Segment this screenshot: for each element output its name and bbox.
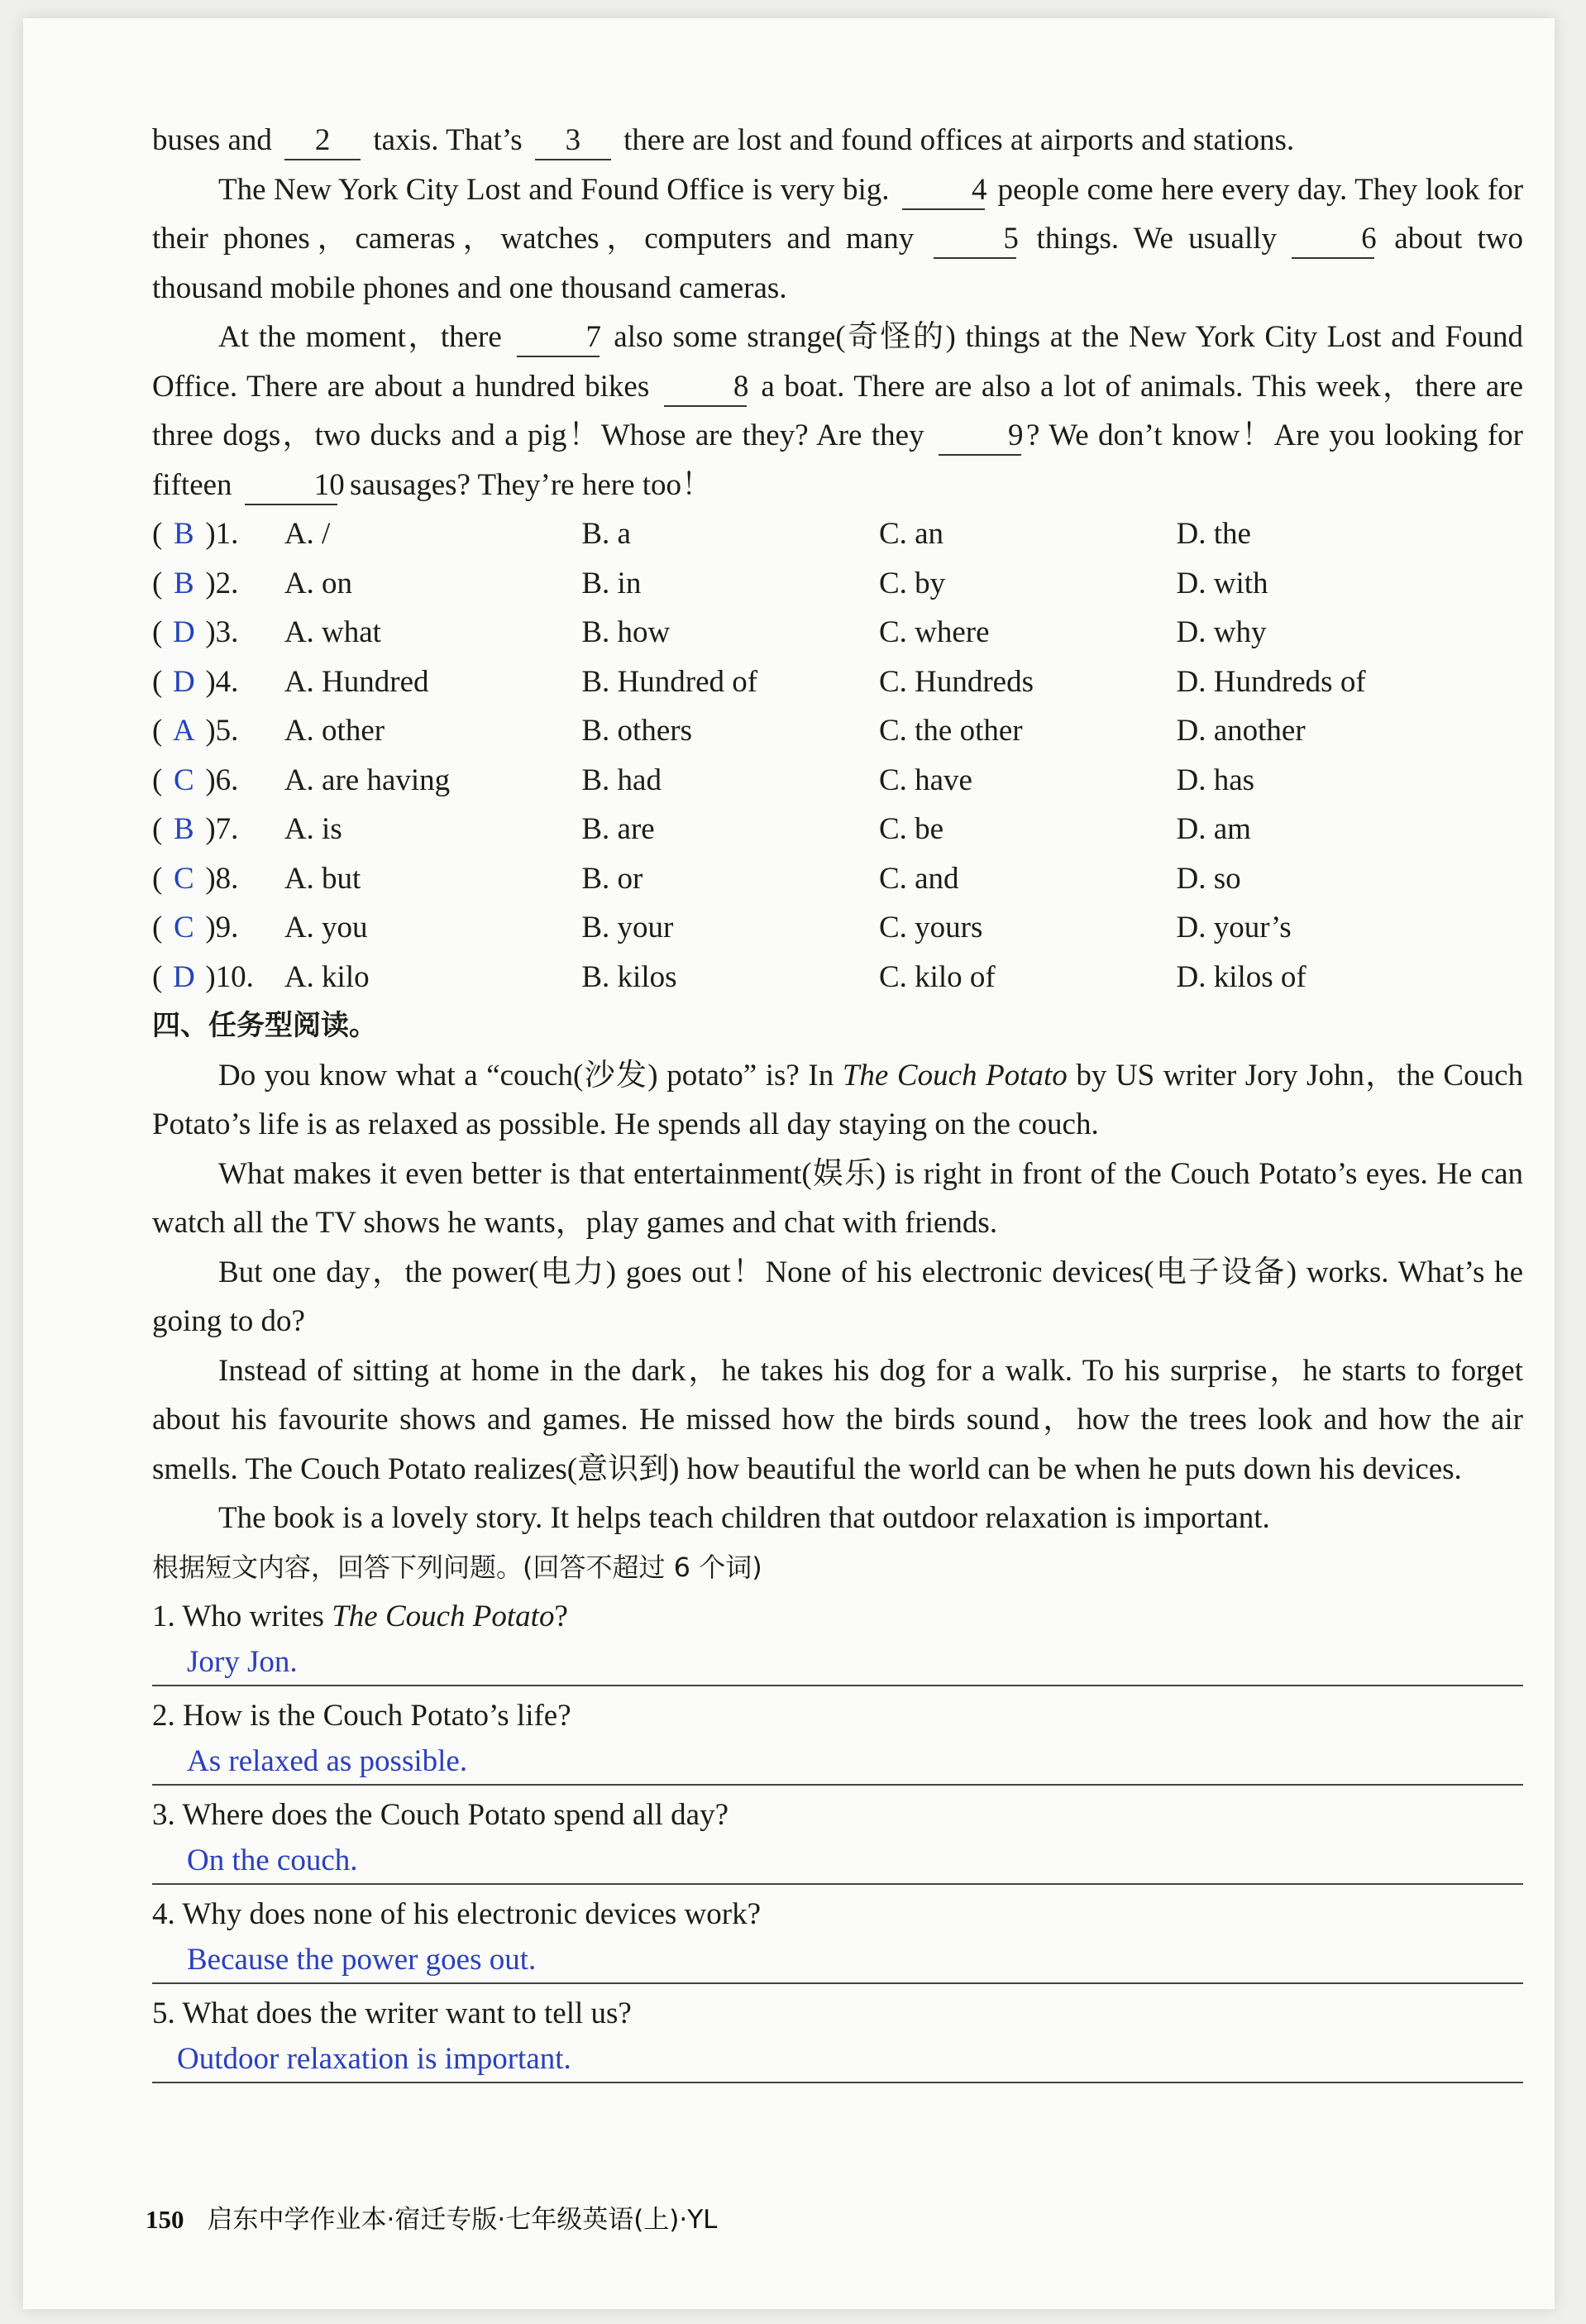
- option-a: A. you: [284, 911, 368, 944]
- option-c: C. by: [878, 566, 946, 600]
- text-run: things. We usually: [1036, 222, 1277, 256]
- reading-paragraph-3: But one day，the power(电力) goes out！None of his electronic devices(电子设备) works. What’s he going to do?: [152, 1255, 1523, 1338]
- choice-question-list: [152, 509, 1523, 1002]
- blank-9: 9: [939, 418, 1021, 456]
- text-run: also some strange(奇怪的) things at the New York City Lost and Found Office. There are about a hundred bikes: [152, 320, 1524, 404]
- text-run: Do you know what a “couch(沙发) potato” is? In: [218, 1058, 834, 1093]
- answer-slot: ( C )9.: [152, 903, 284, 953]
- blank-4: 4: [902, 172, 985, 210]
- reading-paragraph-1: [152, 1051, 1523, 1150]
- short-answer-item: [152, 1594, 1523, 1686]
- text-run: there are lost and found offices at airports and stations.: [623, 123, 1295, 157]
- option-d: D. your’s: [1176, 911, 1292, 944]
- answer-letter: D: [172, 664, 195, 699]
- blank-8: 8: [664, 369, 747, 407]
- choice-question: [152, 509, 1523, 559]
- reading-paragraph-2: What makes it even better is that entertainment(娱乐) is right in front of the Couch Potato’s eyes. He can watch all the TV shows he wants，play games and chat with friends.: [152, 1156, 1523, 1240]
- text-run: a boat. There are also a lot of animals. This week，there are three dogs，two ducks and a pig！Whose are they? Are they: [152, 369, 1524, 452]
- option-d: D. has: [1176, 763, 1255, 797]
- option-d: D. the: [1176, 517, 1251, 551]
- text-run: At the moment，there: [218, 320, 502, 354]
- option-a: A. other: [284, 714, 385, 748]
- option-a: A. /: [284, 517, 331, 551]
- reading-paragraph-5: The book is a lovely story. It helps teach children that outdoor relaxation is important.: [218, 1501, 1270, 1535]
- option-c: C. yours: [878, 911, 983, 944]
- option-b: B. your: [581, 911, 674, 944]
- answer-slot: ( D )3.: [152, 608, 284, 658]
- passage-paragraph-2: [152, 165, 1523, 313]
- option-b: B. Hundred of: [581, 664, 758, 699]
- answer-letter: B: [173, 517, 194, 551]
- answer-slot: ( B )7.: [152, 805, 284, 854]
- question-number: 4.: [215, 664, 239, 699]
- option-d: D. Hundreds of: [1176, 664, 1366, 699]
- blank-5: 5: [934, 221, 1016, 259]
- option-b: B. kilos: [581, 959, 677, 994]
- answer-line: Because the power goes out.: [152, 1938, 1523, 1984]
- choice-question: [152, 805, 1523, 854]
- option-b: B. a: [581, 517, 631, 551]
- short-answer-list: [152, 1594, 1523, 2083]
- answer-line: On the couch.: [152, 1839, 1523, 1885]
- page-footer: [146, 2198, 717, 2236]
- blank-6: 6: [1292, 221, 1374, 259]
- answer-letter: D: [172, 959, 195, 994]
- question-text: 5. What does the writer want to tell us?: [152, 1996, 632, 2030]
- section-heading: 四、任务型阅读。: [152, 1009, 377, 1042]
- question-number: 6.: [215, 763, 239, 797]
- blank-2: 2: [284, 122, 361, 160]
- choice-question: [152, 854, 1523, 904]
- answer-letter: C: [173, 861, 194, 896]
- option-c: C. an: [878, 517, 944, 551]
- answer-letter: A: [172, 714, 195, 748]
- option-d: D. with: [1176, 566, 1268, 600]
- passage-paragraph-3: [152, 313, 1523, 509]
- text-run: taxis. That’s: [373, 123, 523, 157]
- text-run: people come here every day. They look for their phones，cameras，watches，computers and many: [152, 172, 1524, 256]
- question-number: 5.: [215, 714, 239, 748]
- option-c: C. kilo of: [878, 959, 996, 994]
- option-a: A. on: [284, 566, 353, 600]
- choice-question: [152, 608, 1523, 658]
- question-number: 7.: [215, 812, 239, 846]
- answer-letter: B: [173, 566, 194, 600]
- option-b: B. or: [581, 861, 643, 896]
- answer-slot: ( D )10.: [152, 953, 284, 1002]
- text-run: by US writer Jory John，the Couch Potato’s life is as relaxed as possible. He spends all day staying on the couch.: [152, 1058, 1524, 1141]
- short-answer-item: [152, 1991, 1523, 2083]
- answer-slot: ( D )4.: [152, 658, 284, 707]
- short-answer-item: [152, 1792, 1523, 1885]
- option-a: A. kilo: [284, 959, 370, 994]
- option-d: D. another: [1176, 714, 1306, 748]
- question-number: 9.: [215, 911, 239, 944]
- blank-10: 10: [245, 467, 337, 505]
- option-a: A. what: [284, 615, 381, 649]
- answer-slot: ( B )2.: [152, 559, 284, 609]
- answer-letter: C: [173, 911, 194, 944]
- option-d: D. so: [1176, 861, 1241, 896]
- workbook-page: [23, 18, 1555, 2309]
- choice-question: [152, 953, 1523, 1002]
- text-run: about two thousand mobile phones and one thousand cameras.: [152, 222, 1523, 305]
- option-a: A. is: [284, 812, 342, 846]
- text-run: buses and: [152, 123, 272, 157]
- option-a: A. Hundred: [284, 664, 429, 699]
- answer-letter: C: [173, 763, 194, 797]
- passage-line-1: [152, 116, 1523, 165]
- blank-3: 3: [535, 122, 611, 160]
- option-b: B. are: [581, 812, 655, 846]
- short-answer-item: [152, 1891, 1523, 1984]
- answer-slot: ( C )6.: [152, 756, 284, 806]
- book-title: The Couch Potato: [332, 1600, 555, 1633]
- answer-slot: ( B )1.: [152, 509, 284, 559]
- text-run: ?: [554, 1600, 568, 1633]
- choice-question: [152, 658, 1523, 707]
- question-text: 3. Where does the Couch Potato spend all day?: [152, 1798, 729, 1832]
- text-run: 1. Who writes: [152, 1600, 324, 1633]
- book-series-title: 启东中学作业本·宿迁专版·七年级英语(上)·YL: [207, 2205, 718, 2235]
- option-c: C. and: [878, 861, 959, 896]
- question-number: 2.: [215, 566, 239, 600]
- page-number: 150: [146, 2205, 184, 2234]
- choice-question: [152, 706, 1523, 756]
- choice-question: [152, 559, 1523, 609]
- option-b: B. in: [581, 566, 642, 600]
- option-b: B. how: [581, 615, 671, 649]
- option-c: C. have: [878, 763, 972, 797]
- option-c: C. where: [878, 615, 990, 649]
- option-c: C. be: [878, 812, 944, 846]
- option-d: D. am: [1176, 812, 1251, 846]
- question-text: [152, 1594, 1523, 1640]
- text-run: sausages? They’re here too！: [350, 467, 713, 502]
- option-c: C. the other: [878, 714, 1023, 748]
- option-c: C. Hundreds: [878, 664, 1034, 699]
- answer-line: Jory Jon.: [152, 1640, 1523, 1686]
- option-a: A. are having: [284, 763, 451, 797]
- text-run: ? We don’t know！Are you looking for fifteen: [152, 418, 1523, 502]
- question-number: 8.: [215, 861, 239, 896]
- answer-slot: ( C )8.: [152, 854, 284, 904]
- answer-letter: D: [172, 615, 195, 649]
- option-b: B. others: [581, 714, 692, 748]
- option-d: D. why: [1176, 615, 1267, 649]
- option-a: A. but: [284, 861, 361, 896]
- question-number: 10.: [215, 959, 254, 994]
- text-run: The New York City Lost and Found Office is very big.: [218, 172, 890, 207]
- task-instruction: 根据短文内容，回答下列问题。(回答不超过 6 个词): [152, 1551, 762, 1583]
- page-content: [152, 116, 1523, 2090]
- choice-question: [152, 903, 1523, 953]
- short-answer-item: [152, 1693, 1523, 1786]
- question-number: 1.: [215, 517, 239, 551]
- blank-7: 7: [517, 319, 600, 357]
- reading-paragraph-4: Instead of sitting at home in the dark，he takes his dog for a walk. To his surprise，he starts to forget about his favourite shows and games. He missed how the birds sound，how the trees look and how the air smells. The Couch Potato realizes(意识到) how beautiful the world can be when he puts down his devices.: [152, 1353, 1523, 1486]
- answer-line: Outdoor relaxation is important.: [152, 2037, 1523, 2083]
- option-d: D. kilos of: [1176, 959, 1307, 994]
- option-b: B. had: [581, 763, 662, 797]
- question-number: 3.: [215, 615, 239, 649]
- question-text: 2. How is the Couch Potato’s life?: [152, 1699, 571, 1733]
- answer-letter: B: [173, 812, 194, 846]
- choice-question: [152, 756, 1523, 806]
- question-text: 4. Why does none of his electronic devices work?: [152, 1897, 762, 1931]
- answer-slot: ( A )5.: [152, 706, 284, 756]
- book-title: The Couch Potato: [842, 1058, 1068, 1093]
- answer-line: As relaxed as possible.: [152, 1739, 1523, 1786]
